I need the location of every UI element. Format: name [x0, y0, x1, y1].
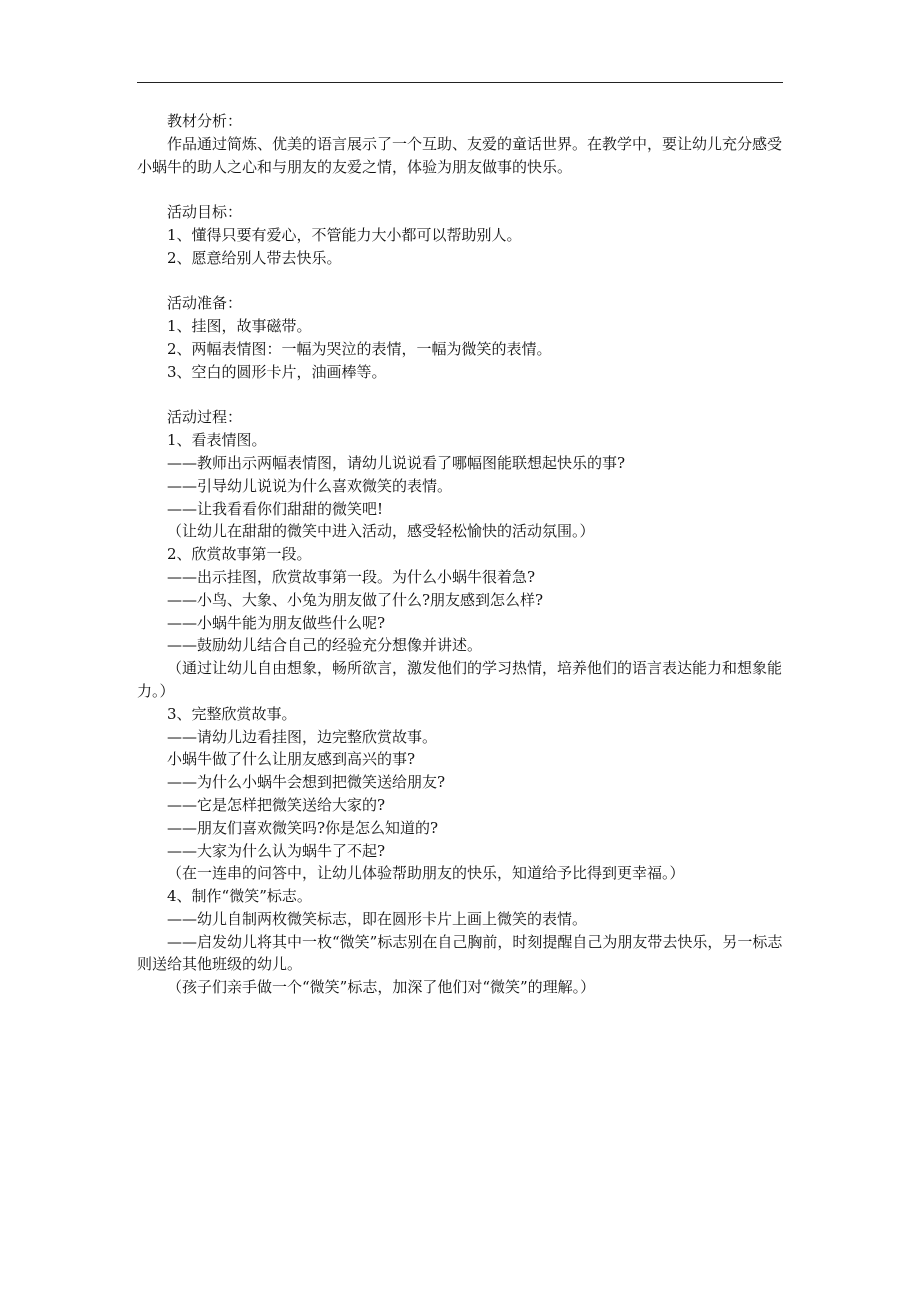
section-gap — [137, 178, 787, 201]
step3-line-6: ——大家为什么认为蜗牛了不起? — [167, 841, 386, 860]
step1-line-2: ——引导幼儿说说为什么喜欢微笑的表情。 — [167, 476, 453, 495]
step4-note: （孩子们亲手做一个“微笑”标志，加深了他们对“微笑”的理解。） — [167, 978, 596, 997]
goals-item-2: 2、愿意给别人带去快乐。 — [167, 248, 342, 267]
step1-title: 1、看表情图。 — [167, 431, 267, 450]
header-rule — [137, 82, 783, 83]
step4-title: 4、制作“微笑”标志。 — [167, 887, 312, 906]
prep-item-2: 2、两幅表情图：一幅为哭泣的表情，一幅为微笑的表情。 — [167, 339, 552, 358]
step4-line-1: ——幼儿自制两枚微笑标志，即在圆形卡片上画上微笑的表情。 — [167, 909, 588, 928]
goals-heading: 活动目标： — [167, 203, 243, 222]
step1-line-1: ——教师出示两幅表情图，请幼儿说说看了哪幅图能联想起快乐的事? — [167, 453, 626, 472]
step3-title: 3、完整欣赏故事。 — [167, 704, 297, 723]
analysis-heading: 教材分析： — [167, 112, 243, 130]
step3-line-2: 小蜗牛做了什么让朋友感到高兴的事? — [167, 750, 416, 769]
step2-note: （通过让幼儿自由想象，畅所欲言，激发他们的学习热情，培养他们的语言表达能力和想象能力。） — [137, 659, 783, 700]
document-body — [137, 110, 787, 999]
analysis-paragraph: 作品通过简炼、优美的语言展示了一个互助、友爱的童话世界。在教学中，要让幼儿充分感受小蜗牛的助人之心和与朋友的友爱之情，体验为朋友做事的快乐。 — [137, 134, 783, 176]
step2-line-4: ——鼓励幼儿结合自己的经验充分想像并讲述。 — [167, 636, 483, 655]
step2-line-1: ——出示挂图，欣赏故事第一段。为什么小蜗牛很着急? — [167, 567, 536, 586]
goals-item-1: 1、懂得只要有爱心，不管能力大小都可以帮助别人。 — [167, 225, 522, 244]
step2-title: 2、欣赏故事第一段。 — [167, 545, 312, 564]
step4-line-2: ——启发幼儿将其中一枚“微笑”标志别在自己胸前，时刻提醒自己为朋友带去快乐，另一标志则送给其他班级的幼儿。 — [137, 932, 783, 974]
step3-line-4: ——它是怎样把微笑送给大家的? — [167, 795, 386, 814]
step2-line-3: ——小蜗牛能为朋友做些什么呢? — [167, 613, 386, 632]
step3-line-5: ——朋友们喜欢微笑吗?你是怎么知道的? — [167, 818, 439, 837]
section-gap — [137, 384, 787, 407]
prep-item-3: 3、空白的圆形卡片，油画棒等。 — [167, 362, 387, 381]
step3-line-3: ——为什么小蜗牛会想到把微笑送给朋友? — [167, 773, 446, 792]
step2-line-2: ——小鸟、大象、小兔为朋友做了什么?朋友感到怎么样? — [167, 590, 544, 609]
step3-line-1: ——请幼儿边看挂图，边完整欣赏故事。 — [167, 727, 438, 746]
prep-item-1: 1、挂图，故事磁带。 — [167, 317, 312, 336]
step1-line-3: ——让我看看你们甜甜的微笑吧! — [167, 499, 384, 518]
step3-note: （在一连串的问答中，让幼儿体验帮助朋友的快乐，知道给予比得到更幸福。） — [167, 864, 685, 883]
section-gap — [137, 270, 787, 293]
step1-note: （让幼儿在甜甜的微笑中进入活动，感受轻松愉快的活动氛围。） — [167, 522, 595, 541]
process-heading: 活动过程： — [167, 408, 243, 427]
prep-heading: 活动准备： — [167, 294, 243, 313]
